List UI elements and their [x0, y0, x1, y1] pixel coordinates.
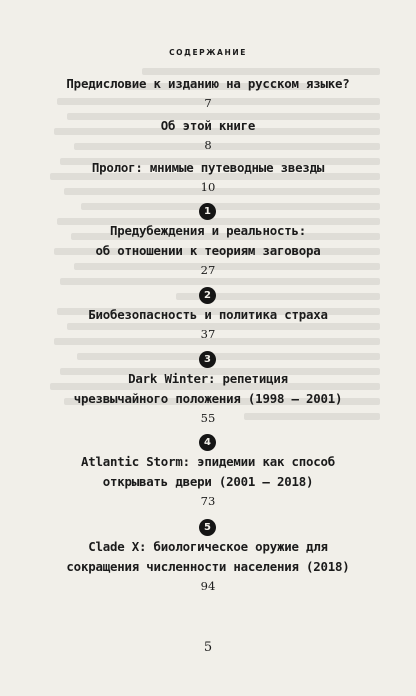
- toc-entry-chapter-5[interactable]: [0, 537, 416, 593]
- toc-entry-page: 7: [204, 96, 212, 110]
- toc-entry-preface[interactable]: [0, 74, 416, 110]
- chapter-number-badge: 4: [199, 434, 216, 451]
- toc-entry-title: Предисловие к изданию на русском языке?: [66, 76, 350, 91]
- toc-entry-chapter-2[interactable]: [0, 305, 416, 341]
- toc-entry-page: 73: [200, 494, 216, 508]
- toc-entry-title: Об этой книге: [160, 118, 256, 133]
- toc-entry-title: Пролог: мнимые путеводные звезды: [91, 160, 325, 175]
- toc-entry-title-line-2: чрезвычайного положения (1998 – 2001): [73, 391, 343, 406]
- toc-entry-page: 94: [200, 579, 216, 593]
- toc-entry-chapter-1[interactable]: [0, 221, 416, 277]
- toc-entry-page: 8: [204, 138, 212, 152]
- chapter-number-badge: 3: [199, 351, 216, 368]
- toc-entry-page: 27: [200, 263, 216, 277]
- toc-entry-about-book[interactable]: [0, 116, 416, 152]
- toc-entry-page: 10: [200, 180, 216, 194]
- toc-entry-title-line-2: открывать двери (2001 – 2018): [102, 474, 314, 489]
- toc-entry-title-line-2: об отношении к теориям заговора: [95, 243, 321, 258]
- toc-entry-chapter-4[interactable]: [0, 452, 416, 508]
- toc-entry-prologue[interactable]: [0, 158, 416, 194]
- toc-entry-title: Биобезопасность и политика страха: [88, 307, 328, 322]
- page-number: 5: [203, 640, 213, 655]
- running-head: СОДЕРЖАНИЕ: [169, 48, 247, 57]
- chapter-number-badge: 2: [199, 287, 216, 304]
- toc-entry-title-line-1: Atlantic Storm: эпидемии как способ: [80, 454, 336, 469]
- toc-entry-page: 55: [200, 411, 216, 425]
- toc-entry-page: 37: [200, 327, 216, 341]
- toc-entry-chapter-3[interactable]: [0, 369, 416, 425]
- toc-entry-title-line-1: Clade X: биологическое оружие для: [88, 539, 328, 554]
- toc-entry-title-line-2: сокращения численности населения (2018): [66, 559, 350, 574]
- chapter-number-badge: 1: [199, 203, 216, 220]
- chapter-number-badge: 5: [199, 519, 216, 536]
- toc-entry-title-line-1: Предубеждения и реальность:: [109, 223, 306, 238]
- toc-entry-title-line-1: Dark Winter: репетиция: [128, 371, 288, 386]
